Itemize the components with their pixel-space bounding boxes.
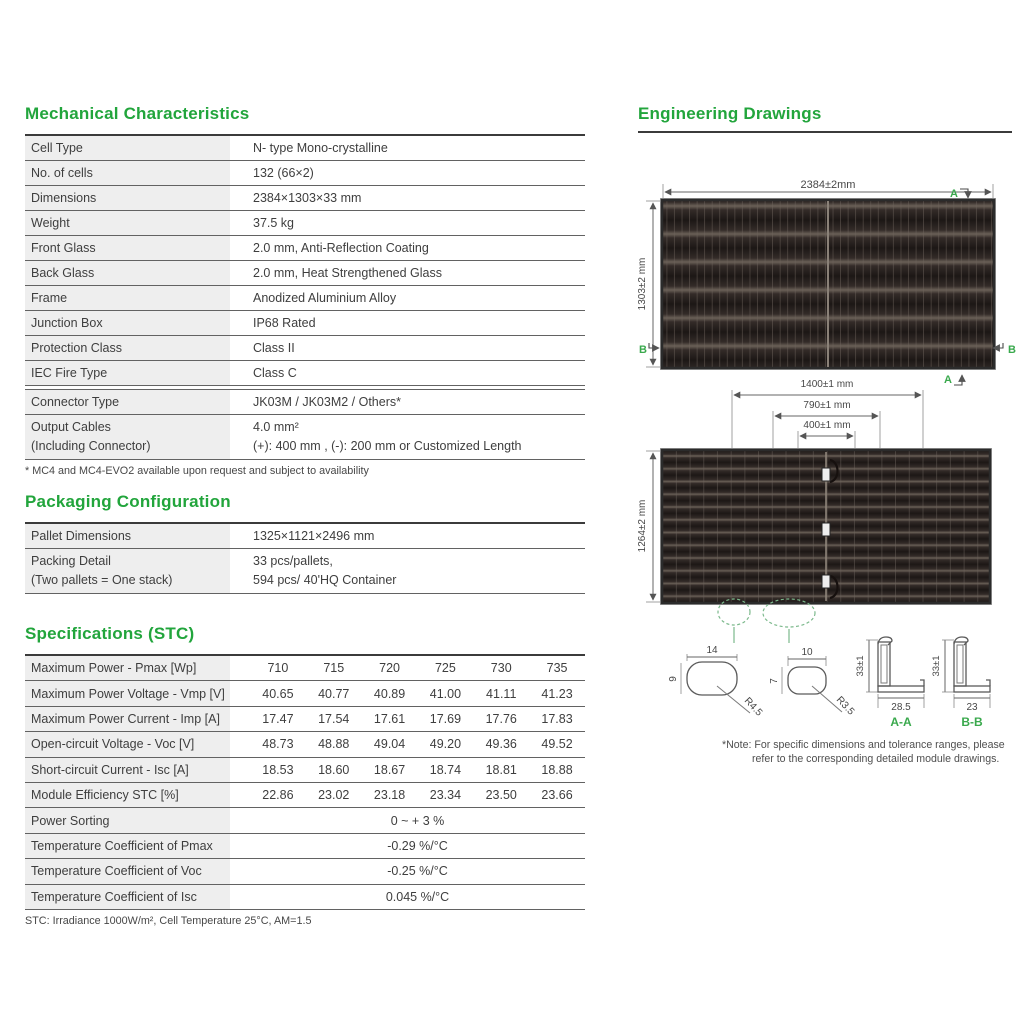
spec-value: 22.86 <box>262 788 294 803</box>
spec-value: 18.60 <box>318 762 350 777</box>
engineering-drawing <box>622 150 1022 735</box>
row-label: Power Sorting <box>25 808 230 832</box>
row-label-line2: (Including Connector) <box>31 439 151 453</box>
cable-dimensions <box>732 379 923 450</box>
row-label: Protection Class <box>25 336 230 360</box>
mechanical-footnote: * MC4 and MC4-EVO2 available upon request and subject to availability <box>25 465 369 477</box>
spec-value: 49.36 <box>485 737 517 752</box>
mounting-hole-detail-2 <box>769 647 857 718</box>
mechanical-title: Mechanical Characteristics <box>25 104 250 123</box>
spec-value: 18.74 <box>429 762 462 777</box>
frame-cross-section-bb <box>931 637 990 729</box>
row-value: 132 (66×2) <box>253 166 314 180</box>
spec-value: 41.23 <box>541 686 573 701</box>
row-values <box>230 783 585 807</box>
specifications-title: Specifications (STC) <box>25 624 195 643</box>
mechanical-section <box>25 104 585 477</box>
spec-value: 48.73 <box>262 737 294 752</box>
table-row <box>25 390 585 415</box>
row-value: Anodized Aluminium Alloy <box>253 291 397 305</box>
table-row <box>25 261 585 286</box>
packaging-title: Packaging Configuration <box>25 492 231 511</box>
row-label: Pallet Dimensions <box>25 524 230 548</box>
row-label: Open-circuit Voltage - Voc [V] <box>25 732 230 756</box>
dim-front-width: 2384±2mm <box>800 179 856 191</box>
spec-value: 23.02 <box>318 788 350 803</box>
spec-value: 715 <box>323 661 345 676</box>
row-label: Weight <box>25 211 230 235</box>
row-label-line1: Packing Detail <box>31 554 111 568</box>
mechanical-table <box>25 134 585 460</box>
row-label: Short-circuit Current - Isc [A] <box>25 758 230 782</box>
row-value: -0.29 %/°C <box>387 838 448 853</box>
row-label: Maximum Power - Pmax [Wp] <box>25 656 230 680</box>
spec-value: 40.65 <box>262 686 294 701</box>
section-aa-width: 28.5 <box>891 702 911 713</box>
spec-value: 18.67 <box>373 762 406 777</box>
row-label: Cell Type <box>25 136 230 160</box>
spec-value: 23.34 <box>429 788 462 803</box>
row-label: Maximum Power Current - Imp [A] <box>25 707 230 731</box>
row-label: Temperature Coefficient of Voc <box>25 859 230 883</box>
table-row <box>25 236 585 261</box>
section-bb-label: B-B <box>961 715 983 729</box>
row-value: 2.0 mm, Anti-Reflection Coating <box>253 241 429 255</box>
row-label: Temperature Coefficient of Pmax <box>25 834 230 858</box>
stc-footnote: STC: Irradiance 1000W/m², Cell Temperature 25°C, AM=1.5 <box>25 914 312 927</box>
rear-view-dimensions <box>637 451 661 602</box>
table-row <box>25 524 585 549</box>
row-values <box>230 656 585 680</box>
table-row <box>25 656 585 681</box>
section-mark-b-right: B <box>1008 344 1016 356</box>
row-label: Temperature Coefficient of Isc <box>25 885 230 909</box>
hole1-width: 14 <box>706 645 718 656</box>
row-label: Connector Type <box>25 390 230 414</box>
spec-value: 41.00 <box>429 686 462 701</box>
table-row <box>25 211 585 236</box>
spec-value: 730 <box>490 661 512 676</box>
specifications-table <box>25 654 585 910</box>
row-value: 37.5 kg <box>253 216 295 230</box>
engineering-title: Engineering Drawings <box>638 104 822 123</box>
spec-value: 17.76 <box>485 711 517 726</box>
hole2-radius: R3.5 <box>833 694 857 718</box>
junction-box-top <box>822 468 830 481</box>
row-label: Module Efficiency STC [%] <box>25 783 230 807</box>
junction-box-middle <box>822 523 830 536</box>
table-row <box>25 732 585 757</box>
row-value <box>230 549 585 593</box>
table-row <box>25 681 585 706</box>
table-row <box>25 834 585 859</box>
row-value: 2384×1303×33 mm <box>253 191 362 205</box>
row-values <box>230 732 585 756</box>
dim-cable-400: 400±1 mm <box>803 420 851 431</box>
table-row <box>25 136 585 161</box>
row-label <box>25 549 230 593</box>
spec-value: 40.77 <box>318 686 350 701</box>
row-value-line2: 594 pcs/ 40'HQ Container <box>253 573 397 587</box>
table-row <box>25 186 585 211</box>
spec-value: 49.52 <box>541 737 573 752</box>
table-row <box>25 415 585 460</box>
row-value: IP68 Rated <box>253 316 316 330</box>
section-mark-a-bottom: A <box>944 374 952 386</box>
row-label: Dimensions <box>25 186 230 210</box>
row-value: Class II <box>253 341 295 355</box>
dim-cable-1400: 1400±1 mm <box>800 379 854 390</box>
table-row <box>25 707 585 732</box>
dim-front-height: 1303±2 mm <box>637 257 648 311</box>
row-value: 0 ~ + 3 % <box>390 813 445 828</box>
row-value-line1: 33 pcs/pallets, <box>253 554 333 568</box>
row-value: N- type Mono-crystalline <box>253 141 388 155</box>
hole1-radius: R4.5 <box>741 695 765 719</box>
row-value: 1325×1121×2496 mm <box>253 529 375 543</box>
table-row <box>25 336 585 361</box>
section-aa-height: 33±1 <box>855 655 866 677</box>
spec-value: 23.18 <box>373 788 406 803</box>
row-value: 2.0 mm, Heat Strengthened Glass <box>253 266 442 280</box>
row-value: 0.045 %/°C <box>385 889 450 904</box>
section-aa-label: A-A <box>890 715 912 729</box>
spec-value: 23.66 <box>541 788 573 803</box>
table-row <box>25 783 585 808</box>
row-label: No. of cells <box>25 161 230 185</box>
spec-value: 49.04 <box>373 737 406 752</box>
mounting-hole-detail-1 <box>668 645 765 719</box>
row-label-line1: Output Cables <box>31 420 111 434</box>
dim-rear-height: 1264±2 mm <box>637 499 648 553</box>
row-value: JK03M / JK03M2 / Others* <box>253 395 401 409</box>
row-value <box>230 415 585 459</box>
table-row <box>25 549 585 594</box>
spec-value: 17.47 <box>262 711 294 726</box>
row-label: IEC Fire Type <box>25 361 230 385</box>
row-values <box>230 758 585 782</box>
spec-value: 710 <box>267 661 289 676</box>
spec-value: 17.83 <box>541 711 573 726</box>
spec-value: 40.89 <box>373 686 406 701</box>
row-label: Frame <box>25 286 230 310</box>
row-label: Back Glass <box>25 261 230 285</box>
mounting-hole-callouts <box>718 599 815 643</box>
spec-value: 18.88 <box>541 762 573 777</box>
packaging-table <box>25 522 585 594</box>
hole2-width: 10 <box>801 647 813 658</box>
row-label: Maximum Power Voltage - Vmp [V] <box>25 681 230 705</box>
panel-rear-view <box>661 449 992 605</box>
spec-value: 23.50 <box>485 788 517 803</box>
spec-value: 725 <box>434 661 456 676</box>
row-value: Class C <box>253 366 297 380</box>
table-row <box>25 758 585 783</box>
spec-value: 720 <box>379 661 400 676</box>
table-row <box>25 885 585 910</box>
frame-cross-section-aa <box>855 637 924 729</box>
spec-value: 49.20 <box>429 737 462 752</box>
row-values <box>230 681 585 705</box>
spec-value: 18.81 <box>485 762 517 777</box>
spec-value: 41.11 <box>486 686 517 701</box>
row-value-line2: (+): 400 mm , (-): 200 mm or Customized Length <box>253 439 522 453</box>
table-row <box>25 161 585 186</box>
section-bb-height: 33±1 <box>931 655 942 677</box>
spec-value: 17.69 <box>429 711 462 726</box>
junction-box-bottom <box>822 575 830 588</box>
row-value: -0.25 %/°C <box>387 864 448 879</box>
table-row <box>25 808 585 833</box>
dim-cable-790: 790±1 mm <box>803 400 851 411</box>
table-row <box>25 361 585 386</box>
packaging-section <box>25 492 585 594</box>
table-row <box>25 286 585 311</box>
section-mark-b-left: B <box>639 344 647 356</box>
drawing-note <box>722 738 1018 766</box>
panel-front-view <box>661 199 996 370</box>
spec-value: 735 <box>546 661 568 676</box>
row-label: Front Glass <box>25 236 230 260</box>
spec-value: 17.61 <box>373 711 406 726</box>
engineering-title-rule <box>638 131 1012 133</box>
row-label: Junction Box <box>25 311 230 335</box>
row-label-line2: (Two pallets = One stack) <box>31 573 173 587</box>
spec-value: 17.54 <box>318 711 350 726</box>
hole1-height: 9 <box>668 676 679 682</box>
drawing-note-line2: refer to the corresponding detailed module drawings. <box>752 753 1000 765</box>
spec-value: 18.53 <box>262 762 294 777</box>
row-values <box>230 707 585 731</box>
section-bb-width: 23 <box>966 702 978 713</box>
table-row <box>25 311 585 336</box>
drawing-note-line1: *Note: For specific dimensions and tolerance ranges, please <box>722 739 1005 751</box>
row-value-line1: 4.0 mm² <box>253 420 299 434</box>
specifications-section <box>25 624 585 927</box>
section-mark-a-top: A <box>950 188 958 200</box>
hole2-height: 7 <box>769 678 780 684</box>
row-label <box>25 415 230 459</box>
spec-value: 48.88 <box>318 737 350 752</box>
table-row <box>25 859 585 884</box>
